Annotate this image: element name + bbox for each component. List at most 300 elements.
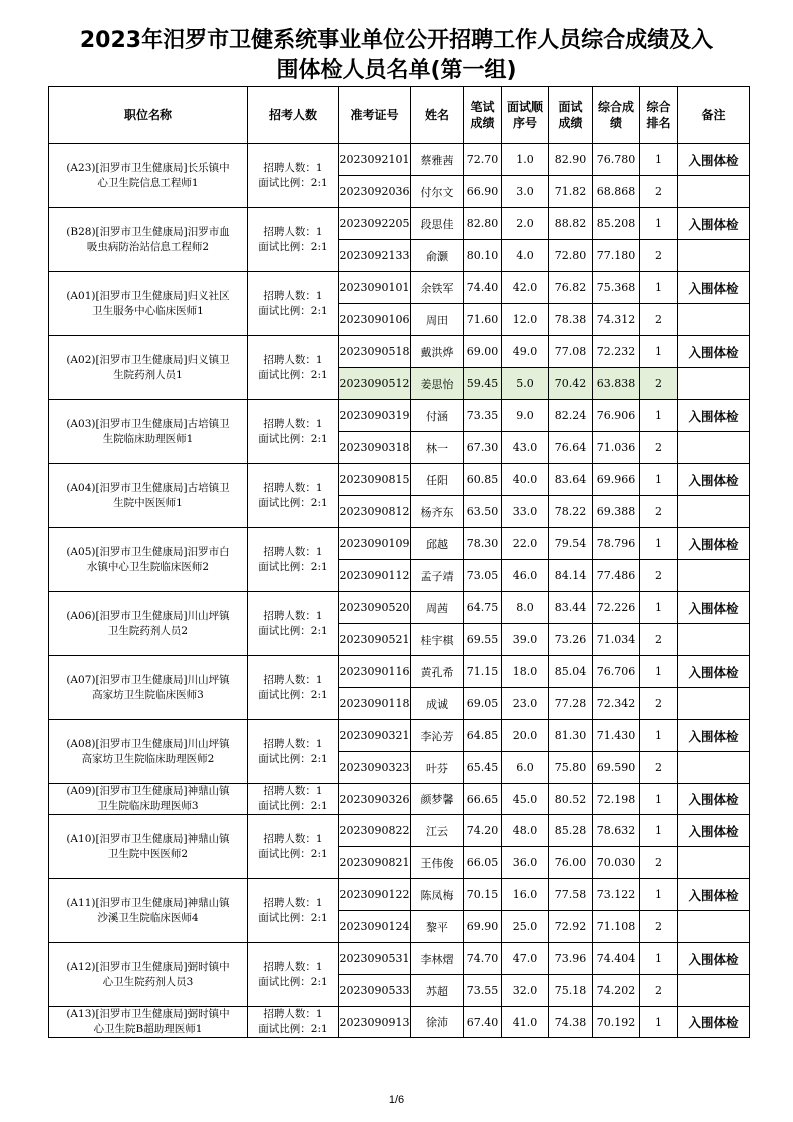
note-cell: 入围体检 (678, 656, 750, 688)
note-cell (678, 847, 750, 879)
interview-order-cell: 39.0 (502, 624, 549, 656)
interview-order-cell: 46.0 (502, 560, 549, 592)
quota-cell (248, 464, 339, 528)
interview-order-cell: 3.0 (502, 176, 549, 208)
ticket-cell: 2023090323 (339, 752, 411, 784)
quota-cell (248, 528, 339, 592)
position-line-2: 卫生院临床助理医师3 (97, 800, 199, 812)
total-score-cell: 77.180 (593, 240, 640, 272)
note-cell: 入围体检 (678, 272, 750, 304)
position-cell (49, 815, 248, 879)
table-row (49, 815, 750, 847)
written-score-cell: 67.30 (464, 432, 502, 464)
total-score-cell: 72.198 (593, 784, 640, 815)
quota-cell (248, 144, 339, 208)
rank-cell: 2 (640, 176, 678, 208)
quota-count: 招聘人数：1 (263, 785, 323, 797)
position-cell (49, 400, 248, 464)
note-cell (678, 496, 750, 528)
note-cell: 入围体检 (678, 144, 750, 176)
interview-order-cell: 42.0 (502, 272, 549, 304)
note-cell: 入围体检 (678, 528, 750, 560)
header-order-line-2: 序号 (512, 116, 537, 130)
results-table (48, 86, 750, 1038)
total-score-cell: 69.388 (593, 496, 640, 528)
name-cell: 段思佳 (411, 208, 464, 240)
position-line-2: 生院中医医师1 (113, 496, 183, 509)
ticket-cell: 2023090821 (339, 847, 411, 879)
total-score-cell: 71.036 (593, 432, 640, 464)
name-cell: 余铁军 (411, 272, 464, 304)
rank-cell: 1 (640, 656, 678, 688)
interview-score-cell: 77.28 (549, 688, 593, 720)
interview-score-cell: 83.64 (549, 464, 593, 496)
rank-cell: 1 (640, 464, 678, 496)
name-cell: 颜梦馨 (411, 784, 464, 815)
total-score-cell: 71.108 (593, 911, 640, 943)
position-line-2: 水镇中心卫生院临床医师2 (86, 560, 210, 573)
ticket-cell: 2023092036 (339, 176, 411, 208)
written-score-cell: 71.60 (464, 304, 502, 336)
header-quota: 招考人数 (248, 87, 339, 144)
name-cell: 杨齐东 (411, 496, 464, 528)
quota-cell (248, 720, 339, 784)
table-row (49, 336, 750, 368)
interview-score-cell: 77.08 (549, 336, 593, 368)
interview-ratio: 面试比例：2:1 (258, 304, 328, 317)
written-score-cell: 60.85 (464, 464, 502, 496)
written-score-cell: 69.05 (464, 688, 502, 720)
header-rank-line-2: 排名 (646, 116, 671, 130)
quota-cell (248, 400, 339, 464)
table-row (49, 208, 750, 240)
rank-cell: 1 (640, 336, 678, 368)
interview-order-cell: 36.0 (502, 847, 549, 879)
header-order (502, 87, 549, 144)
interview-score-cell: 71.82 (549, 176, 593, 208)
header-interview-line-1: 面试 (558, 100, 583, 114)
interview-order-cell: 49.0 (502, 336, 549, 368)
note-cell: 入围体检 (678, 943, 750, 975)
note-cell (678, 560, 750, 592)
document-title (30, 26, 763, 86)
total-score-cell: 75.368 (593, 272, 640, 304)
rank-cell: 1 (640, 815, 678, 847)
rank-cell: 2 (640, 847, 678, 879)
written-score-cell: 74.40 (464, 272, 502, 304)
position-line-2: 生院临床助理医师1 (102, 432, 194, 445)
title-line-2: 围体检人员名单(第一组) (276, 58, 517, 83)
total-score-cell: 70.192 (593, 1007, 640, 1038)
position-line-1: (A06)[汨罗市卫生健康局]川山坪镇 (66, 609, 230, 622)
interview-order-cell: 5.0 (502, 368, 549, 400)
written-score-cell: 59.45 (464, 368, 502, 400)
total-score-cell: 63.838 (593, 368, 640, 400)
quota-cell (248, 592, 339, 656)
note-cell (678, 176, 750, 208)
total-score-cell: 69.966 (593, 464, 640, 496)
quota-count: 招聘人数：1 (263, 1008, 323, 1020)
table-row (49, 464, 750, 496)
interview-order-cell: 1.0 (502, 144, 549, 176)
position-line-1: (A08)[汨罗市卫生健康局]川山坪镇 (66, 737, 230, 750)
rank-cell: 2 (640, 432, 678, 464)
total-score-cell: 78.632 (593, 815, 640, 847)
written-score-cell: 64.75 (464, 592, 502, 624)
ticket-cell: 2023090318 (339, 432, 411, 464)
header-row (49, 87, 750, 144)
note-cell (678, 911, 750, 943)
table-row (49, 144, 750, 176)
written-score-cell: 74.70 (464, 943, 502, 975)
interview-score-cell: 82.90 (549, 144, 593, 176)
total-score-cell: 78.796 (593, 528, 640, 560)
name-cell: 徐沛 (411, 1007, 464, 1038)
position-cell (49, 272, 248, 336)
title-line-1: 2023年汨罗市卫健系统事业单位公开招聘工作人员综合成绩及入 (79, 28, 714, 53)
header-rank (640, 87, 678, 144)
table-row (49, 528, 750, 560)
total-score-cell: 69.590 (593, 752, 640, 784)
written-score-cell: 70.15 (464, 879, 502, 911)
header-written-line-2: 成绩 (470, 116, 495, 130)
name-cell: 蔡雅茜 (411, 144, 464, 176)
written-score-cell: 73.35 (464, 400, 502, 432)
interview-order-cell: 20.0 (502, 720, 549, 752)
written-score-cell: 74.20 (464, 815, 502, 847)
rank-cell: 1 (640, 943, 678, 975)
position-line-2: 生院药剂人员1 (113, 368, 183, 381)
name-cell: 周田 (411, 304, 464, 336)
total-score-cell: 70.030 (593, 847, 640, 879)
table-row (49, 656, 750, 688)
interview-ratio: 面试比例：2:1 (258, 911, 328, 924)
position-cell (49, 943, 248, 1007)
table-row (49, 400, 750, 432)
header-name: 姓名 (411, 87, 464, 144)
name-cell: 叶芬 (411, 752, 464, 784)
table-row (49, 272, 750, 304)
rank-cell: 2 (640, 624, 678, 656)
quota-count: 招聘人数：1 (263, 545, 323, 558)
quota-cell (248, 208, 339, 272)
position-line-1: (A04)[汨罗市卫生健康局]古培镇卫 (66, 481, 230, 494)
interview-score-cell: 82.24 (549, 400, 593, 432)
interview-order-cell: 6.0 (502, 752, 549, 784)
interview-order-cell: 47.0 (502, 943, 549, 975)
interview-order-cell: 23.0 (502, 688, 549, 720)
rank-cell: 1 (640, 720, 678, 752)
position-line-2: 心卫生院信息工程师1 (97, 176, 199, 189)
rank-cell: 2 (640, 368, 678, 400)
interview-ratio: 面试比例：2:1 (258, 800, 328, 812)
position-line-1: (A07)[汨罗市卫生健康局]川山坪镇 (66, 673, 230, 686)
interview-ratio: 面试比例：2:1 (258, 560, 328, 573)
rank-cell: 1 (640, 208, 678, 240)
note-cell: 入围体检 (678, 336, 750, 368)
header-rank-line-1: 综合 (646, 100, 671, 114)
position-line-2: 心卫生院药剂人员3 (102, 975, 194, 988)
ticket-cell: 2023090106 (339, 304, 411, 336)
name-cell: 苏超 (411, 975, 464, 1007)
position-cell (49, 464, 248, 528)
quota-count: 招聘人数：1 (263, 673, 323, 686)
name-cell: 俞灏 (411, 240, 464, 272)
ticket-cell: 2023090822 (339, 815, 411, 847)
interview-score-cell: 76.00 (549, 847, 593, 879)
rank-cell: 1 (640, 592, 678, 624)
total-score-cell: 76.906 (593, 400, 640, 432)
note-cell (678, 752, 750, 784)
written-score-cell: 65.45 (464, 752, 502, 784)
rank-cell: 1 (640, 879, 678, 911)
name-cell: 黎平 (411, 911, 464, 943)
results-body (49, 144, 750, 1038)
written-score-cell: 69.55 (464, 624, 502, 656)
rank-cell: 2 (640, 752, 678, 784)
rank-cell: 1 (640, 272, 678, 304)
written-score-cell: 69.90 (464, 911, 502, 943)
rank-cell: 1 (640, 528, 678, 560)
quota-count: 招聘人数：1 (263, 960, 323, 973)
total-score-cell: 71.430 (593, 720, 640, 752)
note-cell (678, 624, 750, 656)
quota-count: 招聘人数：1 (263, 417, 323, 430)
position-line-1: (A01)[汨罗市卫生健康局]归义社区 (66, 289, 230, 302)
table-row (49, 943, 750, 975)
quota-count: 招聘人数：1 (263, 832, 323, 845)
position-line-2: 卫生院中医医师2 (107, 847, 189, 860)
note-cell: 入围体检 (678, 400, 750, 432)
quota-cell (248, 879, 339, 943)
interview-order-cell: 48.0 (502, 815, 549, 847)
quota-cell (248, 336, 339, 400)
position-line-2: 高家坊卫生院临床医师3 (92, 688, 204, 701)
position-cell (49, 208, 248, 272)
written-score-cell: 69.00 (464, 336, 502, 368)
rank-cell: 1 (640, 400, 678, 432)
ticket-cell: 2023090112 (339, 560, 411, 592)
ticket-cell: 2023090531 (339, 943, 411, 975)
written-score-cell: 67.40 (464, 1007, 502, 1038)
name-cell: 任阳 (411, 464, 464, 496)
interview-order-cell: 18.0 (502, 656, 549, 688)
interview-ratio: 面试比例：2:1 (258, 975, 328, 988)
total-score-cell: 68.868 (593, 176, 640, 208)
name-cell: 李林熠 (411, 943, 464, 975)
quota-count: 招聘人数：1 (263, 225, 323, 238)
ticket-cell: 2023090101 (339, 272, 411, 304)
interview-score-cell: 74.38 (549, 1007, 593, 1038)
name-cell: 邱越 (411, 528, 464, 560)
interview-order-cell: 22.0 (502, 528, 549, 560)
interview-ratio: 面试比例：2:1 (258, 368, 328, 381)
name-cell: 周茜 (411, 592, 464, 624)
interview-ratio: 面试比例：2:1 (258, 176, 328, 189)
name-cell: 陈凤梅 (411, 879, 464, 911)
quota-count: 招聘人数：1 (263, 609, 323, 622)
interview-score-cell: 78.22 (549, 496, 593, 528)
written-score-cell: 66.90 (464, 176, 502, 208)
total-score-cell: 71.034 (593, 624, 640, 656)
ticket-cell: 2023090109 (339, 528, 411, 560)
quota-count: 招聘人数：1 (263, 896, 323, 909)
note-cell: 入围体检 (678, 784, 750, 815)
ticket-cell: 2023090116 (339, 656, 411, 688)
note-cell (678, 688, 750, 720)
position-line-2: 吸虫病防治站信息工程师2 (86, 240, 210, 253)
total-score-cell: 72.226 (593, 592, 640, 624)
position-line-1: (A05)[汨罗市卫生健康局]汨罗市白 (66, 545, 230, 558)
name-cell: 戴洪烨 (411, 336, 464, 368)
ticket-cell: 2023092205 (339, 208, 411, 240)
interview-score-cell: 77.58 (549, 879, 593, 911)
note-cell (678, 432, 750, 464)
interview-order-cell: 4.0 (502, 240, 549, 272)
total-score-cell: 74.202 (593, 975, 640, 1007)
note-cell (678, 240, 750, 272)
header-written (464, 87, 502, 144)
table-row (49, 879, 750, 911)
ticket-cell: 2023090118 (339, 688, 411, 720)
table-row (49, 720, 750, 752)
total-score-cell: 76.780 (593, 144, 640, 176)
ticket-cell: 2023092101 (339, 144, 411, 176)
total-score-cell: 72.342 (593, 688, 640, 720)
interview-order-cell: 40.0 (502, 464, 549, 496)
rank-cell: 2 (640, 240, 678, 272)
table-row (49, 592, 750, 624)
name-cell: 成诚 (411, 688, 464, 720)
written-score-cell: 64.85 (464, 720, 502, 752)
interview-score-cell: 81.30 (549, 720, 593, 752)
note-cell: 入围体检 (678, 592, 750, 624)
interview-order-cell: 9.0 (502, 400, 549, 432)
ticket-cell: 2023090533 (339, 975, 411, 1007)
quota-count: 招聘人数：1 (263, 737, 323, 750)
rank-cell: 2 (640, 911, 678, 943)
interview-score-cell: 79.54 (549, 528, 593, 560)
written-score-cell: 63.50 (464, 496, 502, 528)
rank-cell: 2 (640, 688, 678, 720)
rank-cell: 1 (640, 144, 678, 176)
ticket-cell: 2023090319 (339, 400, 411, 432)
position-cell (49, 592, 248, 656)
ticket-cell: 2023090812 (339, 496, 411, 528)
interview-score-cell: 80.52 (549, 784, 593, 815)
rank-cell: 1 (640, 1007, 678, 1038)
rank-cell: 2 (640, 496, 678, 528)
written-score-cell: 78.30 (464, 528, 502, 560)
interview-order-cell: 8.0 (502, 592, 549, 624)
written-score-cell: 73.55 (464, 975, 502, 1007)
interview-score-cell: 70.42 (549, 368, 593, 400)
interview-ratio: 面试比例：2:1 (258, 688, 328, 701)
total-score-cell: 73.122 (593, 879, 640, 911)
quota-cell (248, 784, 339, 815)
interview-order-cell: 12.0 (502, 304, 549, 336)
header-total (593, 87, 640, 144)
quota-cell (248, 815, 339, 879)
rank-cell: 2 (640, 560, 678, 592)
table-row (49, 784, 750, 815)
position-cell (49, 784, 248, 815)
name-cell: 王伟俊 (411, 847, 464, 879)
name-cell: 孟子靖 (411, 560, 464, 592)
note-cell: 入围体检 (678, 464, 750, 496)
note-cell (678, 304, 750, 336)
ticket-cell: 2023090321 (339, 720, 411, 752)
note-cell (678, 368, 750, 400)
note-cell: 入围体检 (678, 1007, 750, 1038)
written-score-cell: 72.70 (464, 144, 502, 176)
ticket-cell: 2023090815 (339, 464, 411, 496)
interview-order-cell: 2.0 (502, 208, 549, 240)
interview-ratio: 面试比例：2:1 (258, 752, 328, 765)
written-score-cell: 66.65 (464, 784, 502, 815)
position-line-1: (A03)[汨罗市卫生健康局]古培镇卫 (66, 417, 230, 430)
ticket-cell: 2023090326 (339, 784, 411, 815)
position-cell (49, 720, 248, 784)
total-score-cell: 72.232 (593, 336, 640, 368)
header-written-line-1: 笔试 (470, 100, 495, 114)
written-score-cell: 71.15 (464, 656, 502, 688)
header-order-line-1: 面试顺 (506, 100, 543, 114)
position-line-1: (A09)[汨罗市卫生健康局]神鼎山镇 (66, 785, 230, 797)
header-total-line-2: 绩 (609, 116, 622, 130)
ticket-cell: 2023090122 (339, 879, 411, 911)
position-line-1: (A23)[汨罗市卫生健康局]长乐镇中 (66, 161, 230, 174)
note-cell (678, 975, 750, 1007)
interview-order-cell: 25.0 (502, 911, 549, 943)
quota-count: 招聘人数：1 (263, 353, 323, 366)
header-total-line-1: 综合成 (597, 100, 634, 114)
position-cell (49, 656, 248, 720)
interview-ratio: 面试比例：2:1 (258, 847, 328, 860)
quota-count: 招聘人数：1 (263, 481, 323, 494)
ticket-cell: 2023090124 (339, 911, 411, 943)
quota-count: 招聘人数：1 (263, 289, 323, 302)
written-score-cell: 82.80 (464, 208, 502, 240)
ticket-cell: 2023092133 (339, 240, 411, 272)
interview-score-cell: 73.26 (549, 624, 593, 656)
interview-order-cell: 43.0 (502, 432, 549, 464)
note-cell: 入围体检 (678, 208, 750, 240)
interview-score-cell: 83.44 (549, 592, 593, 624)
written-score-cell: 80.10 (464, 240, 502, 272)
interview-score-cell: 88.82 (549, 208, 593, 240)
position-line-1: (A10)[汨罗市卫生健康局]神鼎山镇 (66, 832, 230, 845)
position-line-2: 沙溪卫生院临床医师4 (97, 911, 199, 924)
total-score-cell: 85.208 (593, 208, 640, 240)
interview-score-cell: 84.14 (549, 560, 593, 592)
header-position: 职位名称 (49, 87, 248, 144)
note-cell: 入围体检 (678, 720, 750, 752)
interview-score-cell: 72.92 (549, 911, 593, 943)
position-cell (49, 528, 248, 592)
position-line-2: 心卫生院B超助理医师1 (93, 1023, 203, 1035)
interview-score-cell: 73.96 (549, 943, 593, 975)
table-row (49, 1007, 750, 1038)
interview-score-cell: 85.04 (549, 656, 593, 688)
header-interview (549, 87, 593, 144)
name-cell: 林一 (411, 432, 464, 464)
position-cell (49, 879, 248, 943)
quota-cell (248, 943, 339, 1007)
position-line-1: (B28)[汨罗市卫生健康局]汨罗市血 (66, 225, 230, 238)
interview-score-cell: 75.18 (549, 975, 593, 1007)
position-line-1: (A13)[汨罗市卫生健康局]弼时镇中 (66, 1008, 230, 1020)
